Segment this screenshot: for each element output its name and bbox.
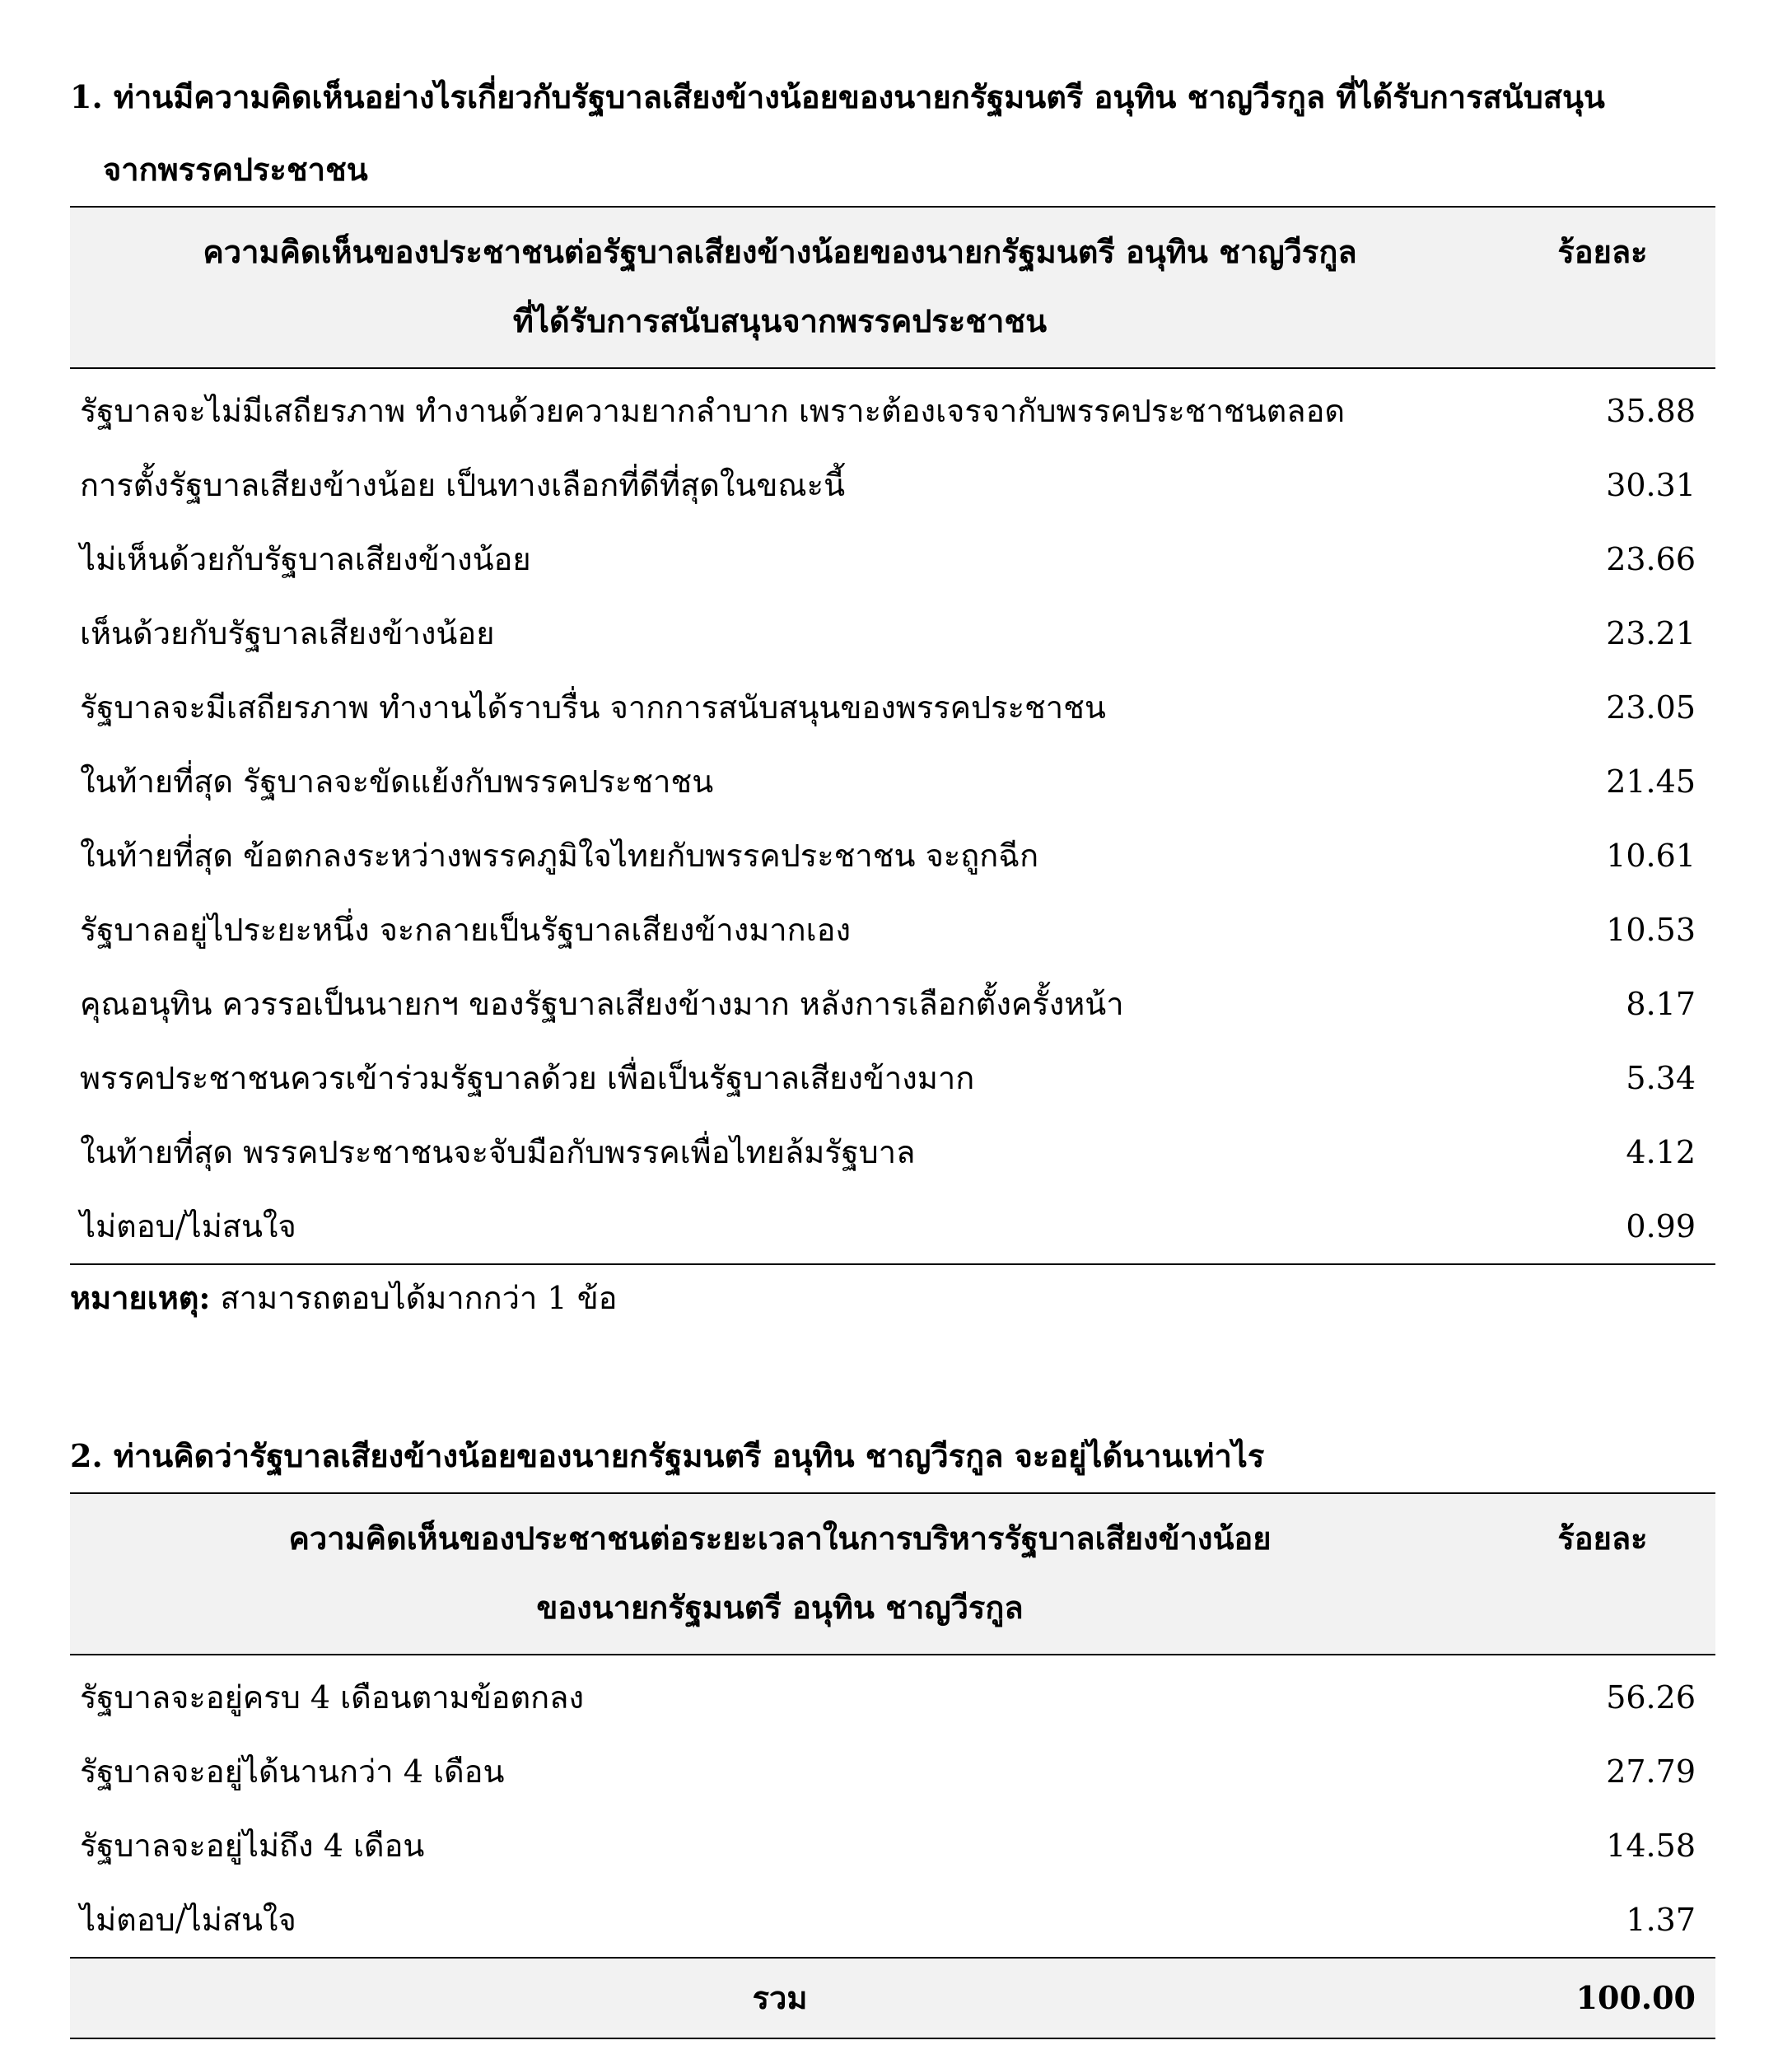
question-1 xyxy=(70,61,1715,206)
table-1-header-opinion-line-2: ที่ได้รับการสนับสนุนจากพรรคประชาชน xyxy=(512,302,1048,339)
table-row xyxy=(70,967,1715,1041)
total-label: รวม xyxy=(752,1979,808,2016)
row-label: รัฐบาลจะมีเสถียรภาพ ทำงานได้ราบรื่น จากการสนับสนุนของพรรคประชาชน xyxy=(80,689,1106,726)
table-1-header-opinion-line-1: ความคิดเห็นของประชาชนต่อรัฐบาลเสียงข้างน้อยของนายกรัฐมนตรี อนุทิน ชาญวีรกูล xyxy=(203,233,1357,270)
row-label: การตั้งรัฐบาลเสียงข้างน้อย เป็นทางเลือกที่ดีที่สุดในขณะนี้ xyxy=(80,467,846,503)
row-percent: 10.53 xyxy=(1606,912,1696,948)
table-row xyxy=(70,819,1715,893)
row-label: รัฐบาลจะอยู่ไม่ถึง 4 เดือน xyxy=(80,1828,425,1864)
table-1-header-opinion xyxy=(70,207,1490,368)
opinion-table-2 xyxy=(70,1492,1715,2039)
question-1-line-1: 1. ท่านมีความคิดเห็นอย่างไรเกี่ยวกับรัฐบาลเสียงข้างน้อยของนายกรัฐมนตรี อนุทิน ชาญวีรกูล ที่ได้รับการสนับสนุน xyxy=(70,78,1605,115)
table-row xyxy=(70,1189,1715,1264)
table-row xyxy=(70,1041,1715,1115)
row-label: เห็นด้วยกับรัฐบาลเสียงข้างน้อย xyxy=(80,615,495,651)
table-row xyxy=(70,1883,1715,1958)
table-row xyxy=(70,368,1715,448)
row-percent: 23.05 xyxy=(1606,689,1696,726)
row-percent: 5.34 xyxy=(1626,1060,1696,1096)
row-percent: 35.88 xyxy=(1606,393,1696,429)
table-row xyxy=(70,745,1715,819)
row-percent: 8.17 xyxy=(1626,986,1696,1022)
row-label: ไม่ตอบ/ไม่สนใจ xyxy=(70,1883,1490,1958)
row-label: ในท้ายที่สุด พรรคประชาชนจะจับมือกับพรรคเพื่อไทยล้มรัฐบาล xyxy=(80,1134,916,1170)
table-row xyxy=(70,1115,1715,1189)
row-label: ในท้ายที่สุด ข้อตกลงระหว่างพรรคภูมิใจไทยกับพรรคประชาชน จะถูกฉีก xyxy=(80,838,1039,874)
document-page xyxy=(70,0,1715,2039)
row-percent: 4.12 xyxy=(1626,1134,1696,1170)
question-1-line-2: จากพรรคประชาชน xyxy=(103,151,368,188)
total-value: 100.00 xyxy=(1575,1979,1696,2016)
row-label: รัฐบาลจะอยู่ได้นานกว่า 4 เดือน xyxy=(80,1753,505,1790)
table-row xyxy=(70,448,1715,522)
row-percent: 10.61 xyxy=(1606,838,1696,874)
opinion-table-1 xyxy=(70,206,1715,1265)
table-row xyxy=(70,893,1715,967)
table-1-header-row xyxy=(70,207,1715,368)
note-text: สามารถตอบได้มากกว่า 1 ข้อ xyxy=(210,1280,618,1316)
table-2-header-opinion xyxy=(70,1493,1490,1655)
row-percent: 30.31 xyxy=(1606,467,1696,503)
row-percent: 14.58 xyxy=(1606,1828,1696,1864)
table-2-total-row xyxy=(70,1958,1715,2038)
table-row xyxy=(70,1655,1715,1735)
question-2: 2. ท่านคิดว่ารัฐบาลเสียงข้างน้อยของนายกรัฐมนตรี อนุทิน ชาญวีรกูล จะอยู่ได้นานเท่าไร xyxy=(70,1437,1265,1474)
row-label: รัฐบาลจะอยู่ครบ 4 เดือนตามข้อตกลง xyxy=(80,1679,585,1716)
table-2-header-opinion-line-2: ของนายกรัฐมนตรี อนุทิน ชาญวีรกูล xyxy=(536,1589,1024,1626)
row-percent: 23.21 xyxy=(1606,615,1696,651)
row-label: รัฐบาลจะไม่มีเสถียรภาพ ทำงานด้วยความยากลำบาก เพราะต้องเจรจากับพรรคประชาชนตลอด xyxy=(80,393,1346,429)
table-1-note xyxy=(70,1265,1715,1331)
row-label: คุณอนุทิน ควรรอเป็นนายกฯ ของรัฐบาลเสียงข้างมาก หลังการเลือกตั้งครั้งหน้า xyxy=(80,986,1124,1022)
row-percent: 27.79 xyxy=(1606,1753,1696,1790)
row-percent: 0.99 xyxy=(1490,1189,1715,1264)
table-2-header-opinion-line-1: ความคิดเห็นของประชาชนต่อระยะเวลาในการบริหารรัฐบาลเสียงข้างน้อย xyxy=(288,1520,1272,1557)
table-row xyxy=(70,1735,1715,1809)
row-percent: 56.26 xyxy=(1606,1679,1696,1716)
table-row xyxy=(70,596,1715,670)
table-row xyxy=(70,670,1715,745)
row-percent: 21.45 xyxy=(1606,763,1696,800)
table-1-header-percent: ร้อยละ xyxy=(1557,233,1648,270)
row-label: ไม่เห็นด้วยกับรัฐบาลเสียงข้างน้อย xyxy=(80,541,531,577)
table-2-header-percent: ร้อยละ xyxy=(1557,1520,1648,1557)
table-row xyxy=(70,522,1715,596)
row-label: รัฐบาลอยู่ไประยะหนึ่ง จะกลายเป็นรัฐบาลเสียงข้างมากเอง xyxy=(80,912,852,948)
row-percent: 1.37 xyxy=(1490,1883,1715,1958)
table-row xyxy=(70,1809,1715,1883)
row-label: ไม่ตอบ/ไม่สนใจ xyxy=(70,1189,1490,1264)
row-label: ในท้ายที่สุด รัฐบาลจะขัดแย้งกับพรรคประชาชน xyxy=(80,763,714,800)
row-label: พรรคประชาชนควรเข้าร่วมรัฐบาลด้วย เพื่อเป็นรัฐบาลเสียงข้างมาก xyxy=(80,1060,975,1096)
note-label: หมายเหตุ: xyxy=(70,1279,211,1316)
table-2-header-row xyxy=(70,1493,1715,1655)
row-percent: 23.66 xyxy=(1606,541,1696,577)
